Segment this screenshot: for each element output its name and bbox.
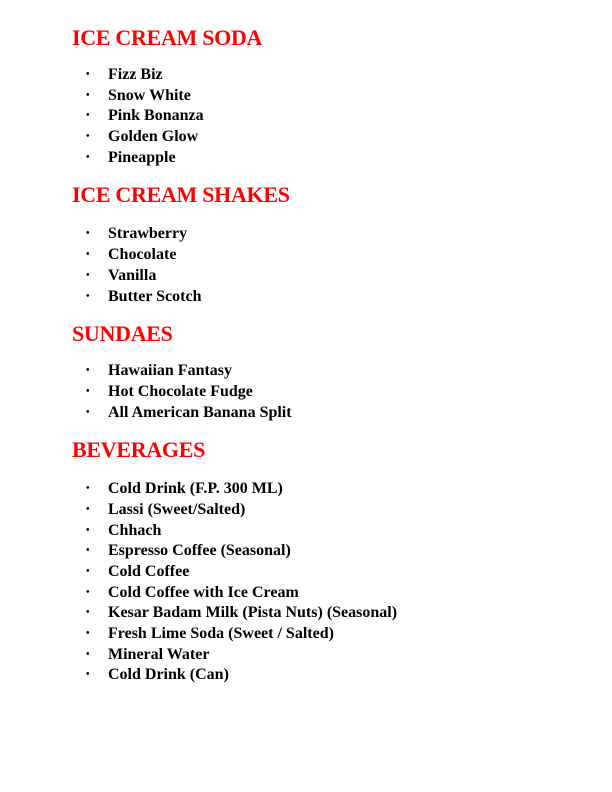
- item-label: Kesar Badam Milk (Pista Nuts) (Seasonal): [108, 604, 398, 622]
- bullet-icon: •: [86, 524, 90, 536]
- bullet-icon: •: [86, 628, 90, 640]
- list-item: [72, 521, 592, 542]
- bullet-icon: •: [86, 669, 90, 681]
- list-item: [72, 382, 592, 403]
- list-item: [72, 500, 592, 521]
- bullet-icon: •: [86, 69, 90, 80]
- list-item: [72, 603, 592, 624]
- bullet-icon: •: [86, 269, 90, 281]
- item-label: Pink Bonanza: [108, 107, 204, 125]
- item-label: Snow White: [108, 86, 191, 104]
- item-label: Pineapple: [108, 148, 176, 166]
- item-list: [72, 224, 592, 307]
- list-item: [72, 266, 592, 287]
- section-title: ICE CREAM SHAKES: [72, 182, 290, 208]
- bullet-icon: •: [86, 545, 90, 557]
- bullet-icon: •: [86, 483, 90, 495]
- item-list: [72, 361, 592, 423]
- bullet-icon: •: [86, 365, 90, 377]
- item-label: Fizz Biz: [108, 66, 163, 83]
- bullet-icon: •: [86, 89, 90, 101]
- bullet-icon: •: [86, 607, 90, 619]
- item-label: Espresso Coffee (Seasonal): [108, 542, 291, 560]
- menu-document: [72, 24, 592, 686]
- bullet-icon: •: [86, 586, 90, 598]
- list-item: [72, 245, 592, 266]
- section-title: BEVERAGES: [72, 437, 206, 463]
- section-sundaes: [72, 320, 592, 423]
- item-label: Chocolate: [108, 246, 177, 264]
- bullet-icon: •: [86, 290, 90, 302]
- list-item: [72, 624, 592, 645]
- item-label: Mineral Water: [108, 645, 210, 663]
- item-label: Chhach: [108, 521, 162, 539]
- section-title: SUNDAES: [72, 321, 173, 347]
- bullet-icon: •: [86, 406, 90, 418]
- list-item: [72, 645, 592, 666]
- bullet-icon: •: [86, 566, 90, 577]
- item-label: Vanilla: [108, 266, 157, 284]
- list-item: [72, 665, 592, 686]
- item-list: [72, 479, 592, 686]
- item-label: Golden Glow: [108, 128, 199, 146]
- item-label: Hot Chocolate Fudge: [108, 382, 253, 400]
- section-beverages: [72, 436, 592, 686]
- list-item: [72, 287, 592, 308]
- bullet-icon: •: [86, 110, 90, 122]
- item-label: All American Banana Split: [108, 403, 292, 421]
- bullet-icon: •: [86, 503, 90, 515]
- item-label: Lassi (Sweet/Salted): [108, 500, 246, 518]
- item-label: Cold Drink (F.P. 300 ML): [108, 480, 283, 498]
- list-item: [72, 106, 592, 127]
- bullet-icon: •: [86, 228, 90, 240]
- item-label: Strawberry: [108, 225, 188, 243]
- list-item: [72, 86, 592, 107]
- bullet-icon: •: [86, 648, 90, 660]
- item-label: Cold Drink (Can): [108, 666, 229, 684]
- list-item: [72, 479, 592, 500]
- bullet-icon: •: [86, 249, 90, 261]
- item-label: Butter Scotch: [108, 287, 202, 305]
- bullet-icon: •: [86, 131, 90, 143]
- list-item: [72, 562, 592, 583]
- list-item: [72, 65, 592, 86]
- bullet-icon: •: [86, 151, 90, 163]
- item-list: [72, 65, 592, 168]
- item-label: Cold Coffee: [108, 563, 190, 580]
- list-item: [72, 583, 592, 604]
- section-title: ICE CREAM SODA: [72, 25, 263, 50]
- list-item: [72, 224, 592, 245]
- list-item: [72, 541, 592, 562]
- item-label: Cold Coffee with Ice Cream: [108, 583, 299, 601]
- list-item: [72, 403, 592, 424]
- item-label: Hawaiian Fantasy: [108, 362, 233, 380]
- bullet-icon: •: [86, 385, 90, 397]
- list-item: [72, 361, 592, 382]
- section-ice-cream-soda: [72, 24, 592, 168]
- list-item: [72, 127, 592, 148]
- item-label: Fresh Lime Soda (Sweet / Salted): [108, 625, 334, 643]
- section-ice-cream-shakes: [72, 181, 592, 307]
- list-item: [72, 148, 592, 169]
